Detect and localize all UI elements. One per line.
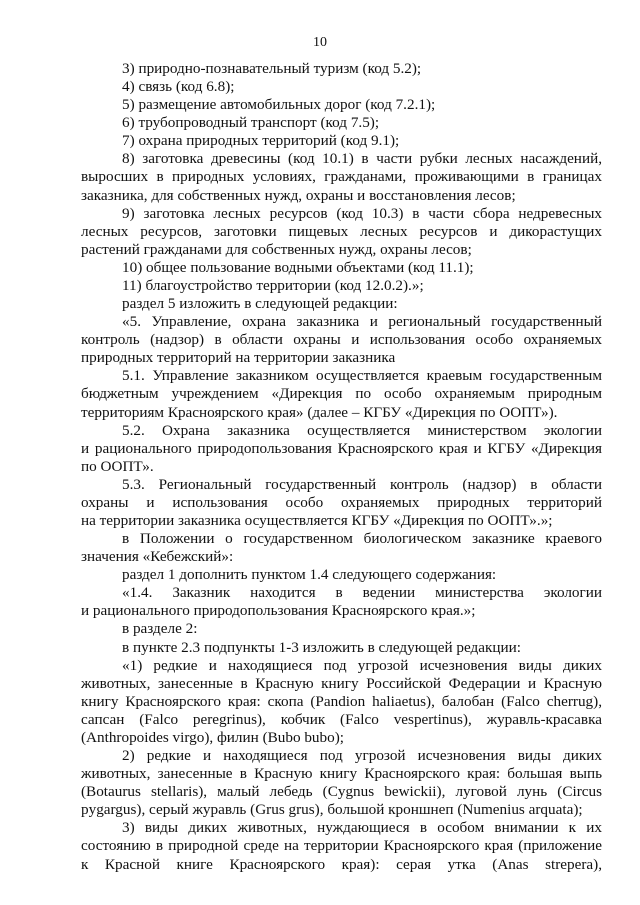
text-line: раздел 5 изложить в следующей редакции: [122, 295, 398, 313]
text-line: животных, занесенные в Красную книгу Красноярского края: большая выпь [81, 765, 602, 783]
text-line: в пункте 2.3 подпункты 1-3 изложить в следующей редакции: [122, 638, 522, 656]
text-line: в Положении о государственном биологическом заказнике краевого [122, 530, 602, 548]
text-line: 3) природно-познавательный туризм (код 5.2); [122, 60, 422, 77]
text-line: (Botaurus stellaris), малый лебедь (Cygnus bewickii), луговой лунь (Circus [81, 783, 602, 801]
text-line: лесных ресурсов, заготовки пищевых лесных ресурсов и дикорастущих [81, 222, 602, 240]
text-line: 3) виды диких животных, нуждающиеся в особом внимании к их [122, 819, 602, 837]
text-line: 5.1. Управление заказником осуществляется краевым государственным [122, 367, 602, 385]
text-line: «5. Управление, охрана заказника и региональный государственный [122, 313, 602, 331]
text-line: природных территорий на территории заказника [81, 349, 396, 367]
text-line: территориям Красноярского края» (далее – КГБУ «Дирекция по ООПТ»). [81, 403, 558, 421]
text-line: 5.3. Региональный государственный контроль (надзор) в области [122, 475, 602, 493]
text-line: контроль (надзор) в области охраны и использования особо охраняемых [81, 331, 602, 349]
text-line: и рационального природопользования Красноярского края и КГБУ «Дирекция [81, 439, 602, 457]
text-line: и рационального природопользования Красноярского края.»; [81, 602, 476, 620]
text-line: раздел 1 дополнить пунктом 1.4 следующего содержания: [122, 566, 497, 584]
text-line: 9) заготовка лесных ресурсов (код 10.3) в части сбора недревесных [122, 204, 602, 222]
text-line: 4) связь (код 6.8); [122, 78, 235, 96]
text-line: книгу Красноярского края: скопа (Pandion haliaetus), балобан (Falco cherrug), [81, 692, 602, 710]
text-line: 5.2. Охрана заказника осуществляется министерством экологии [122, 421, 602, 439]
text-line: состоянию в природной среде на территории Красноярского края (приложение [81, 837, 602, 855]
text-line: 6) трубопроводный транспорт (код 7.5); [122, 114, 380, 132]
text-line: 2) редкие и находящиеся под угрозой исчезновения виды диких [122, 747, 602, 765]
text-line: животных, занесенные в Красную книгу Российской Федерации и Красную [81, 674, 602, 692]
text-line: заказника, для собственных нужд, охраны и восстановления лесов; [81, 186, 516, 204]
text-line: в разделе 2: [122, 620, 198, 638]
text-line: 5) размещение автомобильных дорог (код 7.2.1); [122, 96, 436, 114]
text-line: «1) редкие и находящиеся под угрозой исчезновения виды диких [122, 656, 602, 674]
text-line: (Anthropoides virgo), филин (Bubo bubo); [81, 728, 344, 746]
text-line: к Красной книге Красноярского края): серая утка (Anas strepera), [81, 855, 602, 873]
text-line: 11) благоустройство территории (код 12.0.2).»; [122, 276, 424, 294]
text-line: на территории заказника осуществляется КГБУ «Дирекция по ООПТ».»; [81, 512, 553, 529]
page-number: 10 [313, 35, 327, 50]
text-line: 8) заготовка древесины (код 10.1) в части рубки лесных насаждений, [122, 150, 602, 168]
text-line: бюджетным учреждением «Дирекция по особо охраняемым природным [81, 385, 602, 403]
text-line: растений гражданами для собственных нужд, охраны лесов; [81, 240, 472, 258]
text-line: значения «Кебежский»: [81, 548, 234, 566]
text-line: 10) общее пользование водными объектами (код 11.1); [122, 258, 474, 276]
text-line: pygargus), серый журавль (Grus grus), большой кроншнеп (Numenius arquata); [81, 801, 583, 819]
text-line: охраны и использования особо охраняемых природных территорий [81, 493, 602, 511]
text-line: 7) охрана природных территорий (код 9.1); [122, 132, 400, 150]
text-line: сапсан (Falco peregrinus), кобчик (Falco vespertinus), журавль-красавка [81, 710, 602, 728]
text-line: «1.4. Заказник находится в ведении министерства экологии [122, 584, 602, 602]
text-line: по ООПТ». [81, 457, 154, 475]
text-line: выросших в природных условиях, гражданами, проживающими в границах [81, 168, 602, 186]
